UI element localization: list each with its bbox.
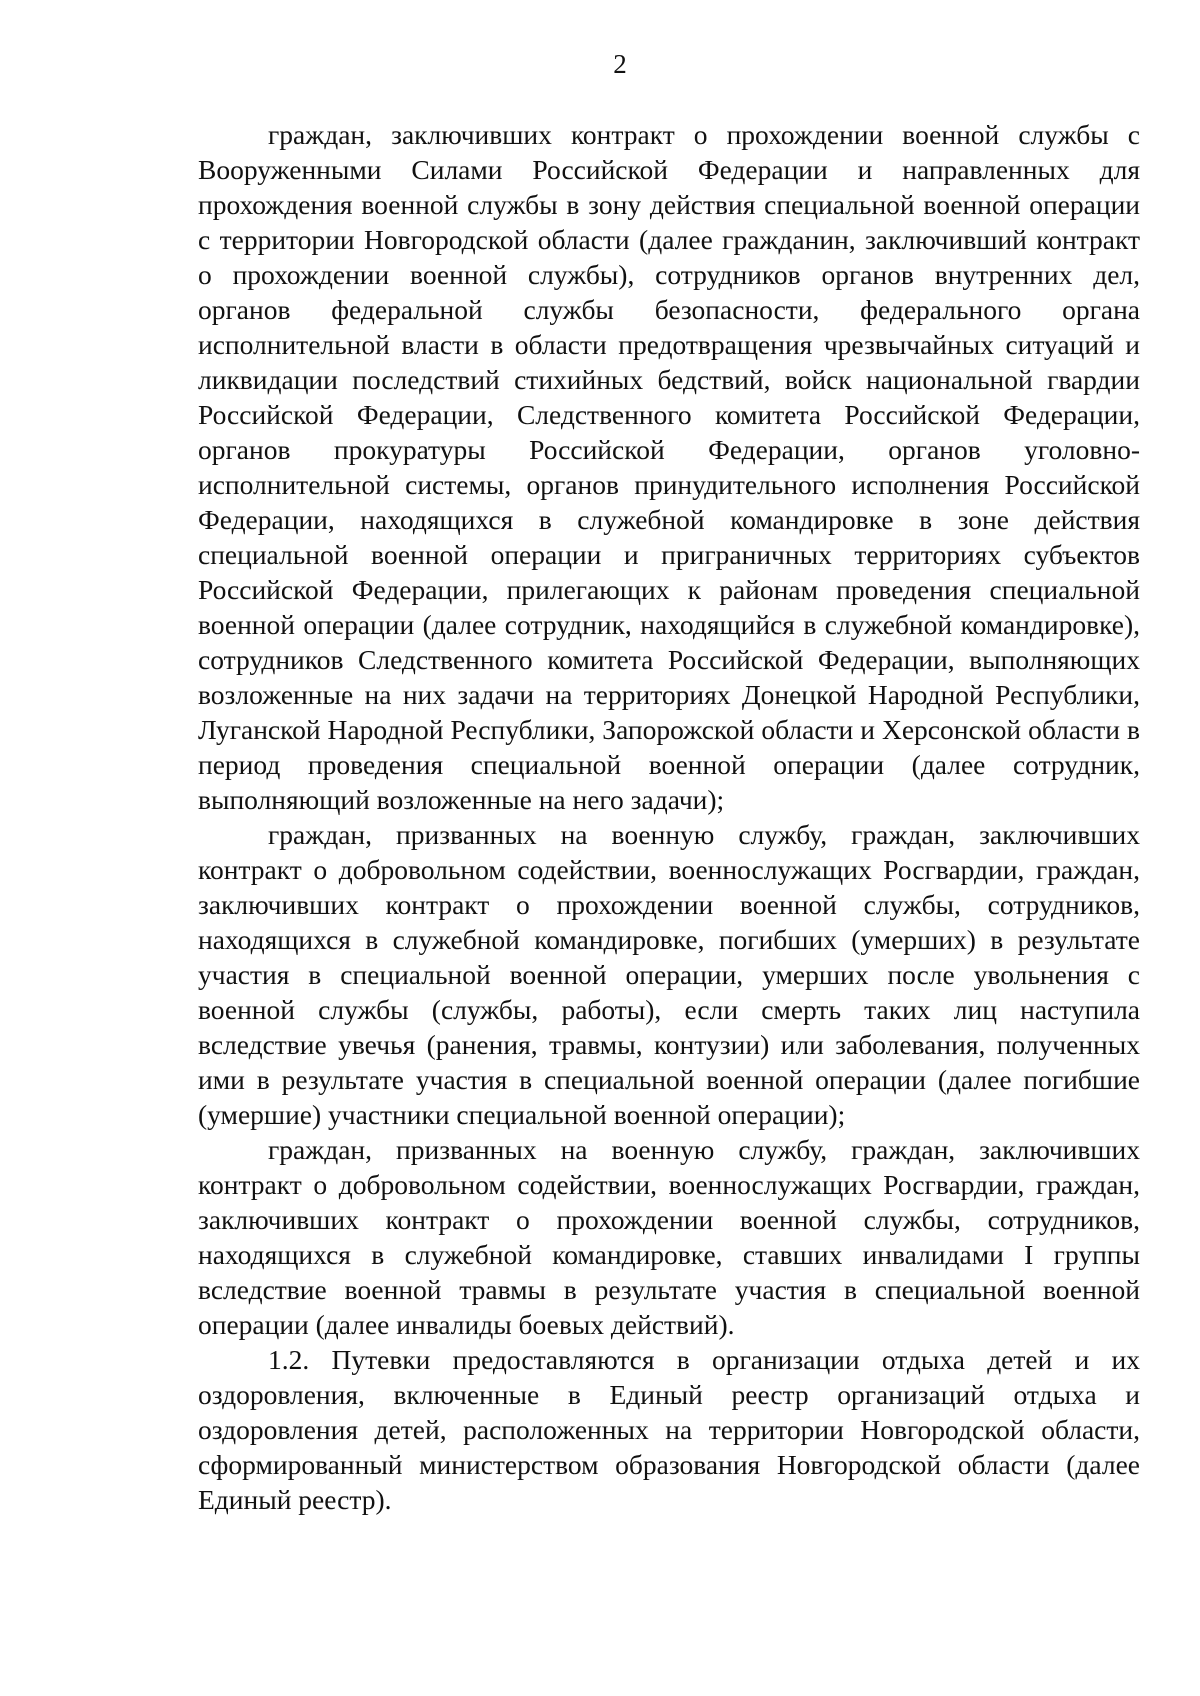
- document-body: [198, 117, 1140, 1517]
- paragraph-deceased-participants: граждан, призванных на военную службу, граждан, заключивших контракт о добровольном содействии, военнослужащих Росгвардии, граждан, заключивших контракт о прохождении военной службы, сотрудников, находящихся в служебной командировке, погибших (умерших) в результате участия в специальной военной операции, умерших после увольнения с военной службы (службы, работы), если смерть таких лиц наступила вследствие увечья (ранения, травмы, контузии) или заболевания, полученных ими в результате участия в специальной военной операции (далее погибшие (умершие) участники специальной военной операции);: [198, 819, 1140, 1130]
- paragraph-section-1-2: 1.2. Путевки предоставляются в организации отдыха детей и их оздоровления, включенные в Единый реестр организаций отдыха и оздоровления детей, расположенных на территории Новгородской области, сформированный министерством образования Новгородской области (далее Единый реестр).: [198, 1344, 1140, 1515]
- page-number: 2: [613, 49, 627, 79]
- paragraph-disabled-veterans: граждан, призванных на военную службу, граждан, заключивших контракт о добровольном содействии, военнослужащих Росгвардии, граждан, заключивших контракт о прохождении военной службы, сотрудников, находящихся в служебной командировке, ставших инвалидами I группы вследствие военной травмы в результате участия в специальной военной операции (далее инвалиды боевых действий).: [198, 1134, 1140, 1340]
- paragraph-contract-servicemen: граждан, заключивших контракт о прохождении военной службы с Вооруженными Силами Российской Федерации и направленных для прохождения военной службы в зону действия специальной военной операции с территории Новгородской области (далее гражданин, заключивший контракт о прохождении военной службы), сотрудников органов внутренних дел, органов федеральной службы безопасности, федерального органа исполнительной власти в области предотвращения чрезвычайных ситуаций и ликвидации последствий стихийных бедствий, войск национальной гвардии Российской Федерации, Следственного комитета Российской Федерации, органов прокуратуры Российской Федерации, органов уголовно-исполнительной системы, органов принудительного исполнения Российской Федерации, находящихся в служебной командировке в зоне действия специальной военной операции и приграничных территориях субъектов Российской Федерации, прилегающих к районам проведения специальной военной операции (далее сотрудник, находящийся в служебной командировке), сотрудников Следственного комитета Российской Федерации, выполняющих возложенные на них задачи на территориях Донецкой Народной Республики, Луганской Народной Республики, Запорожской области и Херсонской области в период проведения специальной военной операции (далее сотрудник, выполняющий возложенные на него задачи);: [198, 119, 1140, 815]
